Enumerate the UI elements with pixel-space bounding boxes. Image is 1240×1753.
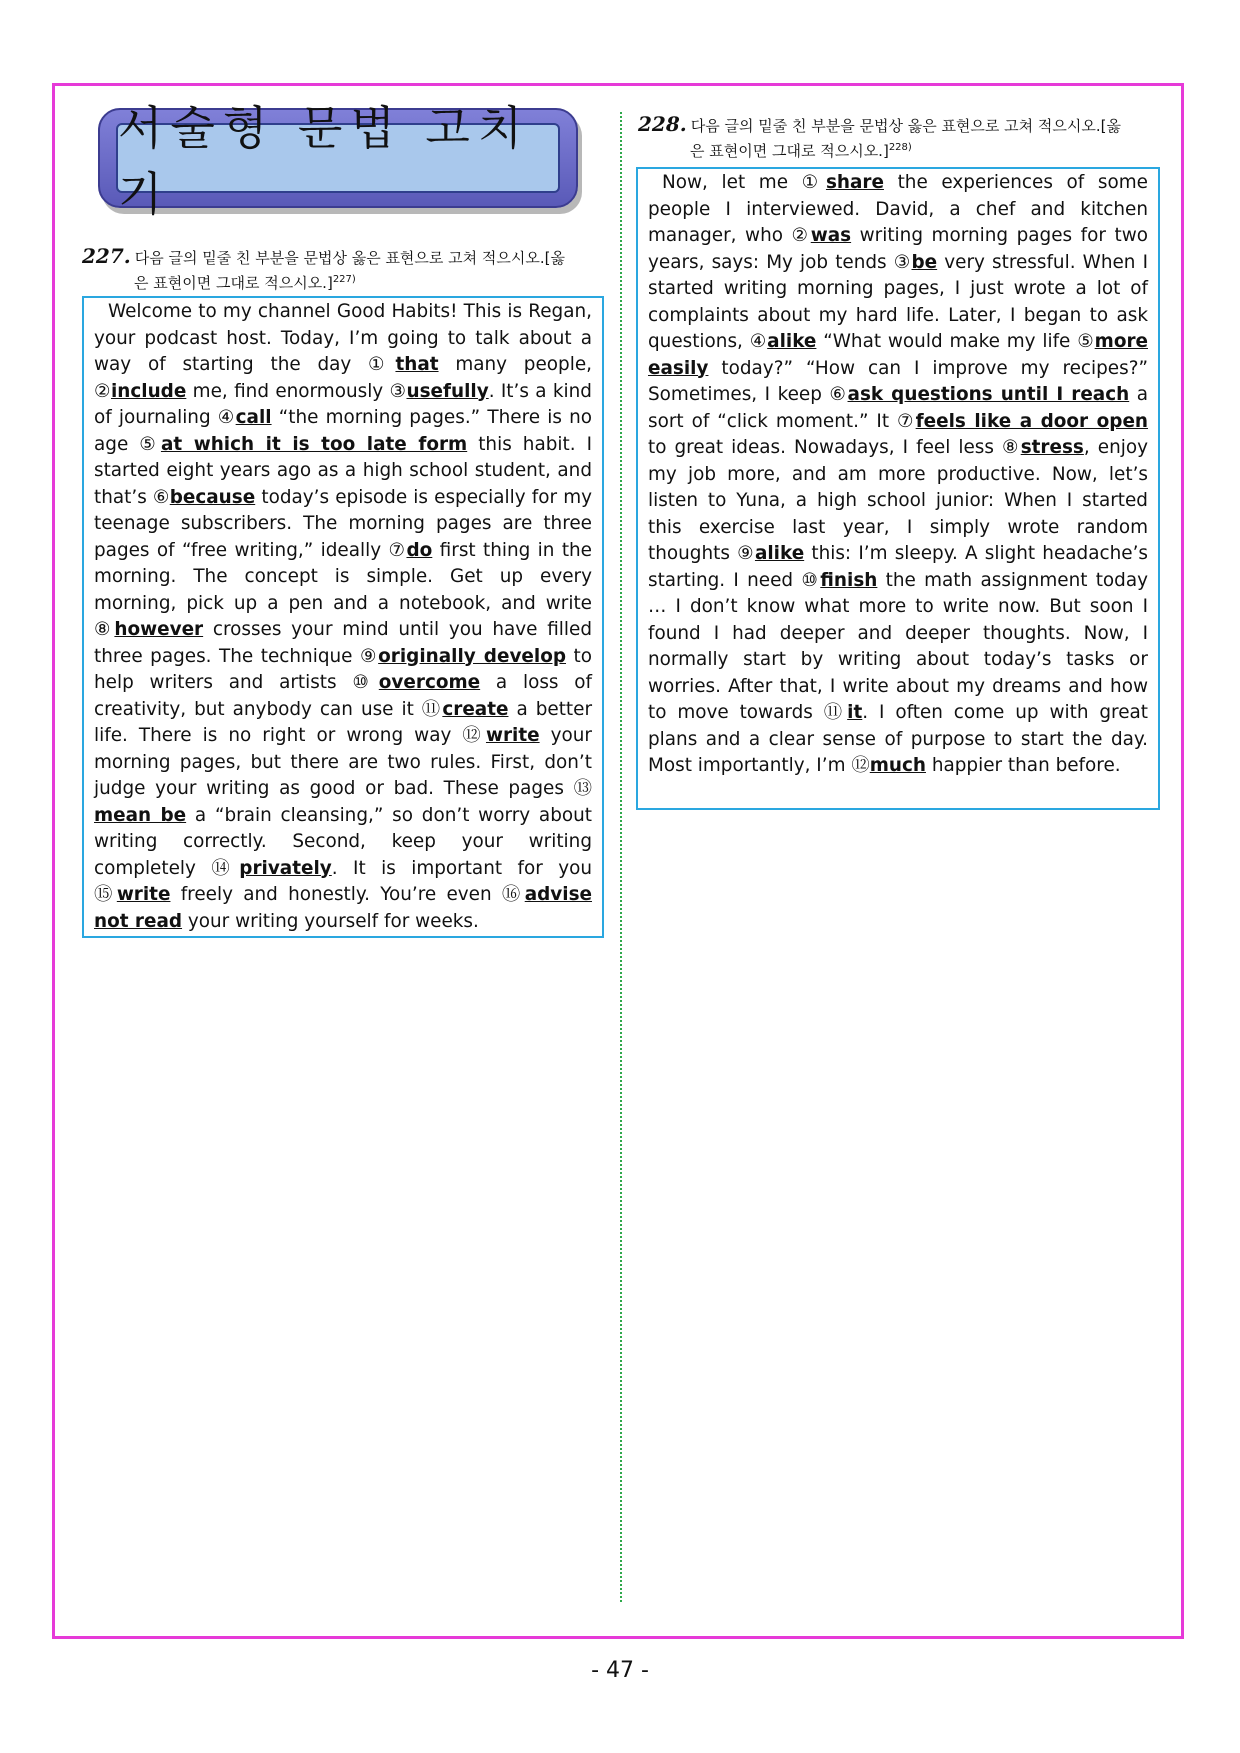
underlined-target: stress [1020,437,1084,458]
passage-228 [636,167,1160,810]
passage-text: freely and honestly. You’re even ⑯ [170,884,525,905]
passage-text: “the morning pages.” There is no age ⑤ [94,407,592,455]
underlined-target: much [869,755,926,776]
passage-text: . I often come up with great plans and a clear sense of purpose to start the day. Most importantly, I’m ⑫ [648,702,1148,776]
underlined-target: more easily [648,331,1148,379]
section-title-banner [98,101,578,221]
passage-text: this habit. I started eight years ago as a high school student, and that’s ⑥ [94,433,592,508]
section-title-plate [116,101,560,221]
underlined-target: at which it is too late form [160,433,468,455]
underlined-target: include [110,380,187,402]
passage-text: crosses your mind until you have filled three pages. The technique ⑨ [94,619,592,667]
underlined-target: write [116,884,171,905]
underlined-target: it [847,702,863,723]
question-228-header [638,114,1168,162]
passage-text: , enjoy my job more, and am more productive. Now, let’s listen to Yuna, a high school junior: When I started this exercise last year, I simply wrote random thoughts ⑨ [648,437,1148,564]
underlined-target: alike [754,543,805,564]
passage-text: to help writers and artists ⑩ [94,645,592,693]
underlined-target: was [810,225,852,246]
question-227-header [82,246,602,294]
question-number: 227. [82,244,131,268]
passage-text: . It is important for you ⑮ [94,857,592,905]
question-instruction: 다음 글의 밑줄 친 부분을 문법상 옳은 표현으로 고쳐 적으시오.[옳 [690,117,1121,135]
passage-text: a loss of creativity, but anybody can use it ⑪ [94,672,592,720]
footnote-ref: 228) [888,142,912,153]
passage-text: a sort of “click moment.” It ⑦ [648,384,1148,432]
underlined-target: write [485,725,540,746]
passage-text: . It’s a kind of journaling ④ [94,380,592,428]
underlined-target: do [406,539,433,561]
footnote-ref: 227) [332,274,356,285]
passage-text: today’s episode is especially for my teenage subscribers. The morning pages are three pages of “free writing,” ideally ⑦ [94,486,593,561]
underlined-target: be [911,251,938,273]
question-number: 228. [638,112,687,136]
passage-text: very stressful. When I started writing morning pages, I just wrote a lot of complaints about my hard life. Later, I began to ask questions, ④ [648,251,1148,352]
underlined-target: overcome [378,672,481,693]
underlined-target: because [169,486,256,508]
question-instruction-cont: 은 표현이면 그대로 적으시오.] [690,142,889,160]
passage-text: Now, let me ① [662,172,826,193]
underlined-target: mean be [94,804,187,826]
question-instruction: 다음 글의 밑줄 친 부분을 문법상 옳은 표현으로 고쳐 적으시오.[옳 [134,249,565,267]
passage-text: a “brain cleansing,” so don’t worry about writing correctly. Second, keep your writing completely ⑭ [94,804,592,879]
passage-text: me, find enormously ③ [186,380,407,402]
underlined-target: alike [767,331,817,352]
passage-text: your writing yourself for weeks. [182,910,479,932]
passage-text: many people, ② [94,354,592,402]
passage-text: to great ideas. Nowadays, I feel less ⑧ [648,437,1021,458]
passage-text: today?” “How can I improve my recipes?” Sometimes, I keep ⑥ [648,357,1148,405]
underlined-target: advise not read [94,884,592,932]
passage-text: happier than before. [925,755,1121,776]
column-divider [620,112,622,1602]
underlined-target: that [395,354,439,375]
page-number: - 47 - [591,1658,649,1683]
underlined-target: finish [820,569,878,591]
passage-text: writing morning pages for two years, says: My job tends ③ [648,225,1148,273]
underlined-target: ask questions until I reach [847,384,1130,405]
underlined-target: share [825,172,884,193]
underlined-target: create [442,698,509,720]
passage-227 [82,296,604,938]
passage-text: a better life. There is no right or wrong way ⑫ [94,698,593,746]
passage-text: the math assignment today … I don’t know what more to write now. But soon I found I had deeper and deeper thoughts. Now, I normally start by writing about today’s tasks or worries. After that, I write about my dreams and how to move towards ⑪ [648,569,1149,723]
underlined-target: call [235,407,272,428]
passage-text: Welcome to my channel Good Habits! This is Regan, your podcast host. Today, I’m going to talk about a way of starting the day ① [94,301,592,375]
question-instruction-cont: 은 표현이면 그대로 적으시오.] [134,274,333,292]
underlined-target: usefully [406,380,489,402]
section-title: 서술형 문법 고치기 [118,101,531,221]
passage-text: this: I’m sleepy. A slight headache’s starting. I need ⑩ [648,543,1148,591]
underlined-target: privately [239,857,332,879]
underlined-target: feels like a door open [915,410,1149,432]
passage-text: “What would make my life ⑤ [816,331,1095,352]
passage-text: your morning pages, but there are two rules. First, don’t judge your writing as good or bad. These pages ⑬ [94,725,592,799]
passage-text: first thing in the morning. The concept is simple. Get up every morning, pick up a pen and a notebook, and write ⑧ [94,539,592,640]
passage-text: the experiences of some people I interviewed. David, a chef and kitchen manager, who ② [648,172,1148,246]
underlined-target: however [114,619,204,640]
underlined-target: originally develop [378,645,567,667]
